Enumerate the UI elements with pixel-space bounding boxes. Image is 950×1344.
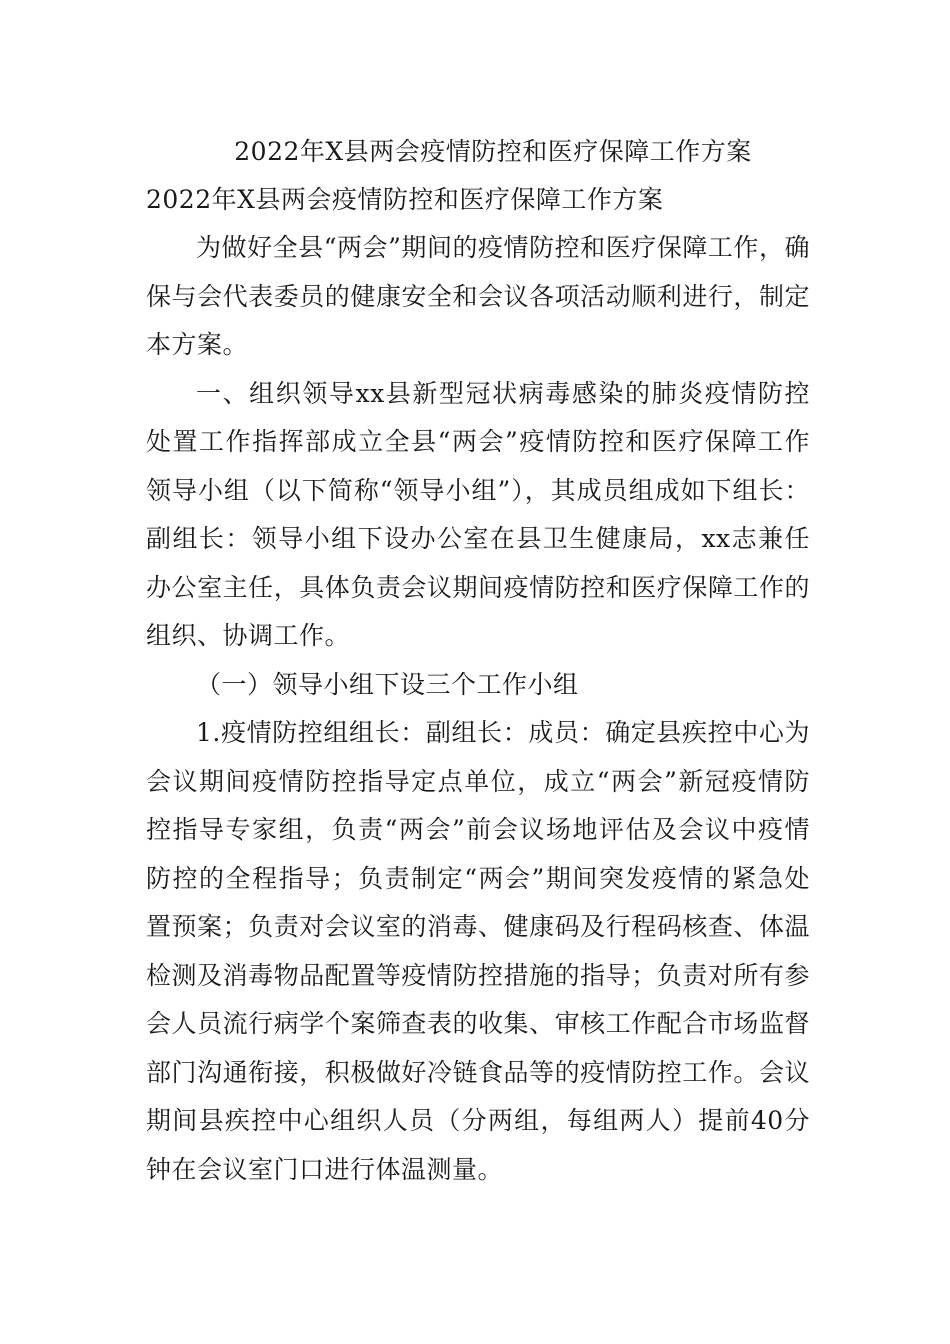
document-subtitle: 2022年X县两会疫情防控和医疗保障工作方案 <box>146 185 664 214</box>
document-title: 2022年X县两会疫情防控和医疗保障工作方案 <box>234 137 752 166</box>
paragraph-intro: 为做好全县“两会”期间的疫情防控和医疗保障工作，确保与会代表委员的健康安全和会议各项活动顺利进行，制定本方案。 <box>146 233 810 359</box>
document-body <box>146 128 810 1194</box>
paragraph-organization: 一、组织领导xx县新型冠状病毒感染的肺炎疫情防控处置工作指挥部成立全县“两会”疫情防控和医疗保障工作领导小组（以下简称“领导小组”），其成员组成如下组长：副组长：领导小组下设办公室在县卫生健康局，xx志兼任办公室主任，具体负责会议期间疫情防控和医疗保障工作的组织、协调工作。 <box>146 378 810 650</box>
paragraph-section-heading: （一）领导小组下设三个工作小组 <box>196 669 579 699</box>
paragraph-prevention-group: 1.疫情防控组组长：副组长：成员：确定县疾控中心为会议期间疫情防控指导定点单位，成立“两会”新冠疫情防控指导专家组，负责“两会”前会议场地评估及会议中疫情防控的全程指导；负责制定“两会”期间突发疫情的紧急处置预案；负责对会议室的消毒、健康码及行程码核查、体温检测及消毒物品配置等疫情防控措施的指导；负责对所有参会人员流行病学个案筛查表的收集、审核工作配合市场监督部门沟通衔接，积极做好冷链食品等的疫情防控工作。会议期间县疾控中心组织人员（分两组，每组两人）提前40分钟在会议室门口进行体温测量。 <box>146 718 810 1184</box>
